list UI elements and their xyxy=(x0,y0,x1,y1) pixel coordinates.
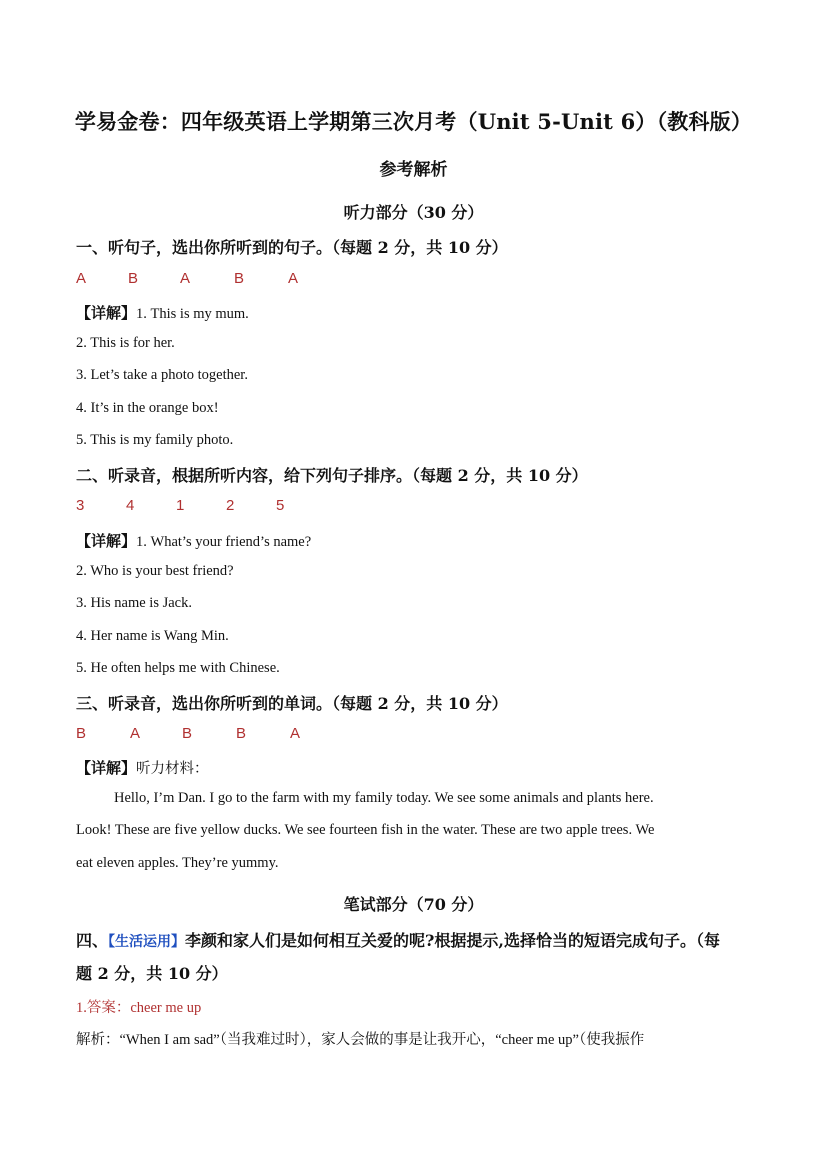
detail-text: 听力材料： xyxy=(136,761,209,777)
section3-heading: 三、听录音，选出你所听到的单词。（每题 2 分，共 10 分） xyxy=(76,694,508,713)
section2-line: 3. His name is Jack. xyxy=(76,595,192,611)
section4-answer xyxy=(76,996,201,1017)
section1-line: 5. This is my family photo. xyxy=(76,432,234,448)
section1-detail-line xyxy=(76,302,249,323)
answer-value: cheer me up xyxy=(130,1000,202,1016)
section3-answers xyxy=(76,725,300,742)
detail-tag: 【详解】 xyxy=(76,759,137,777)
answer-label: 1.答案： xyxy=(76,1000,131,1016)
answer-item: B xyxy=(128,270,139,287)
detail-text: 1. This is my mum. xyxy=(136,306,249,322)
answer-item: 1 xyxy=(176,497,185,514)
section3-detail-line xyxy=(76,757,209,778)
answer-item: B xyxy=(236,725,247,742)
answer-item: 2 xyxy=(226,497,235,514)
section2-line: 2. Who is your best friend? xyxy=(76,563,234,579)
section1-line: 3. Let’s take a photo together. xyxy=(76,367,248,383)
answer-item: A xyxy=(290,725,301,742)
section2-line: 5. He often helps me with Chinese. xyxy=(76,660,280,676)
written-part-heading: 笔试部分（70 分） xyxy=(343,895,484,914)
passage-line: Hello, I’m Dan. I go to the farm with my family today. We see some animals and plants here. xyxy=(114,790,654,806)
answer-item: A xyxy=(130,725,141,742)
page-subtitle: 参考解析 xyxy=(379,160,448,180)
section-prefix: 四、 xyxy=(76,931,109,950)
section2-answers xyxy=(76,497,284,514)
section1-heading: 一、听句子，选出你所听到的句子。（每题 2 分，共 10 分） xyxy=(76,238,508,257)
answer-item: B xyxy=(234,270,245,287)
answer-item: A xyxy=(180,270,191,287)
section4-analysis: 解析：“When I am sad”（当我难过时），家人会做的事是让我开心，“cheer me up”（使我振作 xyxy=(76,1032,645,1048)
life-use-badge: 【生活运用】 xyxy=(108,934,186,950)
answer-item: 4 xyxy=(126,497,135,514)
answer-item: 3 xyxy=(76,497,85,514)
answer-item: 5 xyxy=(276,497,285,514)
section4-heading-continued: 题 2 分，共 10 分） xyxy=(76,964,228,983)
passage-line: eat eleven apples. They’re yummy. xyxy=(76,855,279,871)
section4-heading xyxy=(76,928,720,951)
section1-line: 4. It’s in the orange box! xyxy=(76,400,219,416)
answer-item: A xyxy=(288,270,299,287)
listening-part-heading: 听力部分（30 分） xyxy=(343,203,484,222)
section1-line: 2. This is for her. xyxy=(76,335,175,351)
page-title: 学易金卷：四年级英语上学期第三次月考（Unit 5-Unit 6）（教科版） xyxy=(74,109,753,134)
section2-line: 4. Her name is Wang Min. xyxy=(76,628,229,644)
answer-item: B xyxy=(182,725,193,742)
section2-detail-line xyxy=(76,530,311,551)
answer-item: B xyxy=(76,725,87,742)
answer-item: A xyxy=(76,270,87,287)
section2-heading: 二、听录音，根据所听内容，给下列句子排序。（每题 2 分，共 10 分） xyxy=(76,466,588,485)
heading-text: 李颜和家人们是如何相互关爱的呢?根据提示,选择恰当的短语完成句子。（每 xyxy=(185,931,720,950)
section1-answers xyxy=(76,270,298,287)
detail-tag: 【详解】 xyxy=(76,304,137,322)
detail-tag: 【详解】 xyxy=(76,532,137,550)
detail-text: 1. What’s your friend’s name? xyxy=(136,534,312,550)
passage-line: Look! These are five yellow ducks. We see fourteen fish in the water. These are two apple trees. We xyxy=(76,822,655,838)
